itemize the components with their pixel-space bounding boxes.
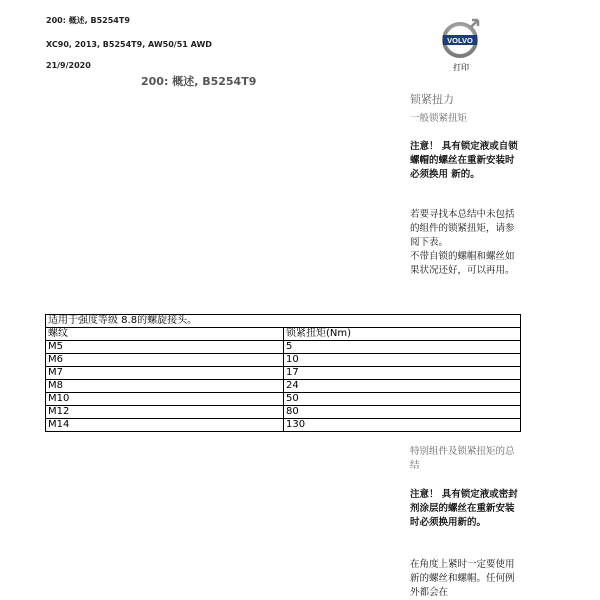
page-title: 200: 概述, B5254T9 bbox=[141, 75, 257, 88]
cell-thread: M14 bbox=[46, 419, 284, 432]
table-caption: 适用于强度等级 8.8的螺旋接头。 bbox=[46, 315, 521, 328]
cell-torque: 50 bbox=[284, 393, 521, 406]
cell-torque: 24 bbox=[284, 380, 521, 393]
table-row bbox=[46, 367, 521, 380]
cell-torque: 5 bbox=[284, 341, 521, 354]
info-angle-tightening: 在角度上紧时一定要使用 新的螺丝和螺帽。任何例外都会在 bbox=[410, 559, 515, 598]
table-header-row bbox=[46, 328, 521, 341]
table-row bbox=[46, 380, 521, 393]
info-lookup-table-text: 若要寻找本总结中未包括的组件的锁紧扭矩，请参阅下表。 bbox=[410, 209, 515, 248]
section-subtitle-general-torque: 一般锁紧扭矩 bbox=[410, 113, 468, 124]
cell-thread: M7 bbox=[46, 367, 284, 380]
cell-thread: M6 bbox=[46, 354, 284, 367]
document-id-line: 200: 概述, B5254T9 bbox=[46, 16, 130, 25]
table-row bbox=[46, 419, 521, 432]
cell-thread: M10 bbox=[46, 393, 284, 406]
cell-thread: M12 bbox=[46, 406, 284, 419]
logo-block bbox=[438, 18, 484, 73]
cell-torque: 80 bbox=[284, 406, 521, 419]
table-caption-row bbox=[46, 315, 521, 328]
cell-torque: 17 bbox=[284, 367, 521, 380]
note-new-fasteners: 注意！ 具有锁定液或自锁螺帽的螺丝在重新安装时必须换用 新的。 bbox=[410, 141, 518, 180]
svg-text:VOLVO: VOLVO bbox=[447, 36, 473, 45]
table-row bbox=[46, 341, 521, 354]
cell-thread: M5 bbox=[46, 341, 284, 354]
header-torque: 锁紧扭矩(Nm) bbox=[284, 328, 521, 341]
vehicle-info-line: XC90, 2013, B5254T9, AW50/51 AWD bbox=[46, 40, 212, 49]
date-line: 21/9/2020 bbox=[46, 61, 91, 70]
section-title-special-components: 特别组件及锁紧扭矩的总结 bbox=[410, 446, 515, 471]
header-thread: 螺纹 bbox=[46, 328, 284, 341]
print-link[interactable]: 打印 bbox=[453, 63, 469, 72]
table-row bbox=[46, 406, 521, 419]
cell-torque: 10 bbox=[284, 354, 521, 367]
note-sealant-fasteners: 注意！ 具有锁定液或密封剂涂层的螺丝在重新安装时必须换用新的。 bbox=[410, 489, 518, 528]
cell-thread: M8 bbox=[46, 380, 284, 393]
cell-torque: 130 bbox=[284, 419, 521, 432]
table-row bbox=[46, 393, 521, 406]
section-title-torque: 锁紧扭力 bbox=[410, 93, 454, 106]
table-row bbox=[46, 354, 521, 367]
info-block bbox=[410, 208, 522, 278]
info-reuse-text: 不带自锁的螺帽和螺丝如果状况还好，可以再用。 bbox=[410, 251, 515, 276]
volvo-logo-icon bbox=[440, 18, 482, 60]
torque-table bbox=[45, 314, 521, 432]
